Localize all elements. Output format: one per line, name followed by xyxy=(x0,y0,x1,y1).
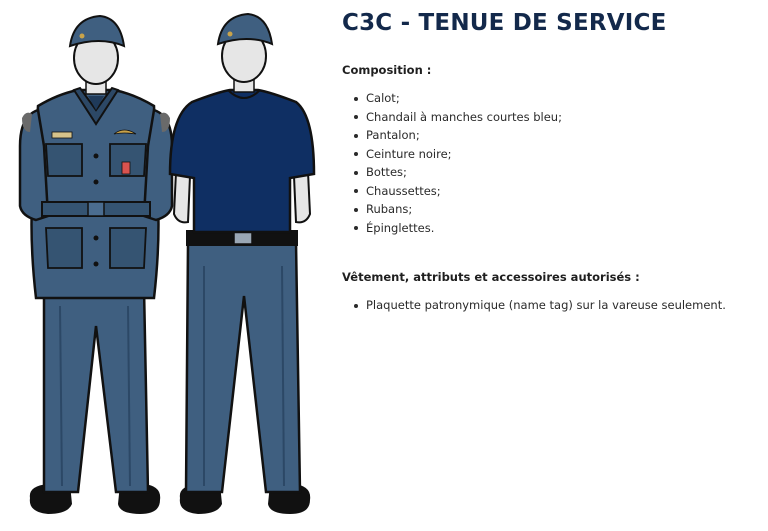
uniform-figure-jacket-icon xyxy=(20,16,172,514)
page-title: C3C - TENUE DE SERVICE xyxy=(342,10,667,36)
list-item: Plaquette patronymique (name tag) sur la vareuse seulement. xyxy=(352,296,762,315)
list-item: Rubans; xyxy=(352,200,762,219)
composition-heading: Composition : xyxy=(342,63,432,77)
authorized-section xyxy=(342,270,762,315)
uniform-figure-sweater-icon xyxy=(170,14,314,514)
uniform-illustration-svg xyxy=(8,6,318,526)
list-item: Ceinture noire; xyxy=(352,145,762,164)
list-item: Épinglettes. xyxy=(352,219,762,238)
list-item: Pantalon; xyxy=(352,126,762,145)
content-panel xyxy=(342,10,762,315)
composition-section xyxy=(342,63,762,237)
list-item: Bottes; xyxy=(352,163,762,182)
list-item: Chaussettes; xyxy=(352,182,762,201)
list-item: Calot; xyxy=(352,89,762,108)
authorized-heading: Vêtement, attributs et accessoires autorisés : xyxy=(342,270,640,284)
list-item: Chandail à manches courtes bleu; xyxy=(352,108,762,127)
composition-list xyxy=(342,89,762,237)
authorized-list xyxy=(342,296,762,315)
uniform-illustrations xyxy=(8,6,318,526)
